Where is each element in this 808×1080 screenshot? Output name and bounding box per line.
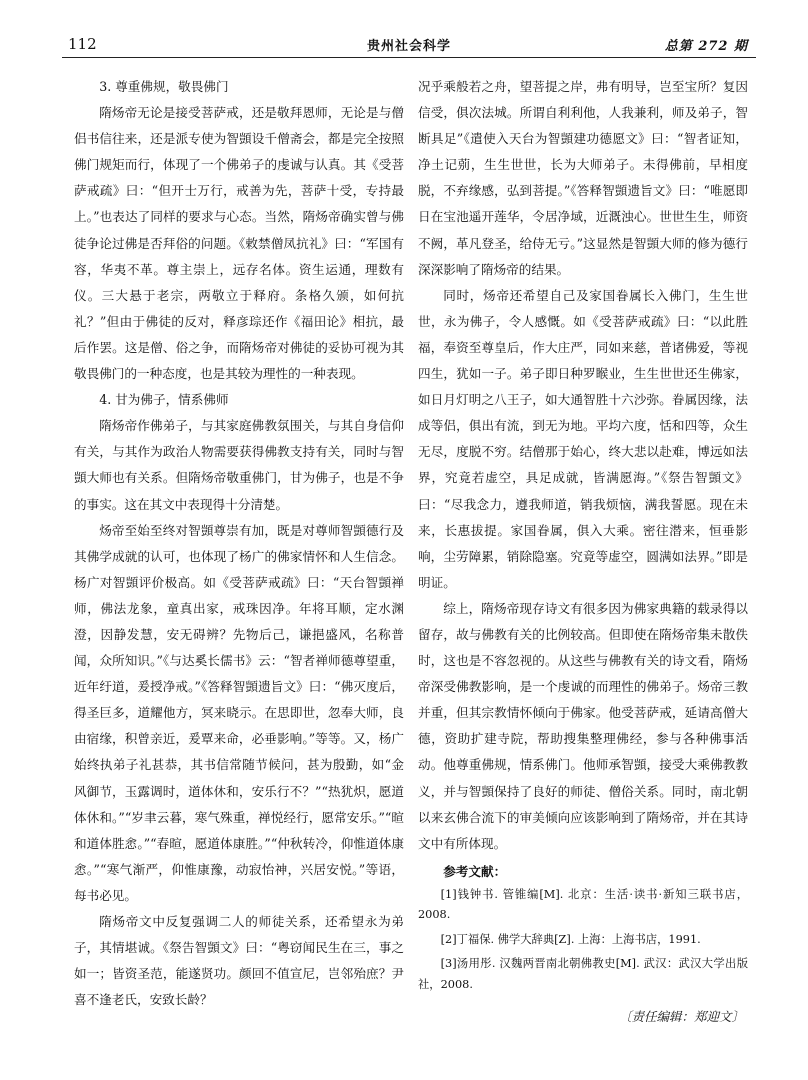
right-column — [418, 74, 748, 1025]
references-list — [418, 885, 748, 996]
page-number: 112 — [68, 35, 97, 53]
issue-number: 总第 272 期 — [664, 39, 748, 54]
section-3-heading: 3. 尊重佛规，敬畏佛门 — [99, 79, 229, 94]
journal-title: 贵州社会科学 — [366, 39, 451, 54]
paragraph: 综上，隋炀帝现存诗文有很多因为佛家典籍的载录得以留存，故与佛教有关的比例较高。但即使在隋炀帝集未散佚时，这也是不容忽视的。从这些与佛教有关的诗文看，隋炀帝深受佛教影响，是一个虔诚的而理性的佛弟子。炀帝三教并重，但其宗教情怀倾向于佛家。他受菩萨戒，延请高僧大德，资助扩建寺院，帮助搜集整理佛经，参与各种佛事活动。他尊重佛规，情系佛门。他师承智顗，接受大乘佛教教义，并与智顗保持了良好的师徒、僧俗关系。同时，南北朝以来玄佛合流下的审美倾向应该影响到了隋炀帝，并在其诗文中有所体现。 — [418, 600, 748, 851]
page-header — [62, 31, 756, 58]
responsible-editor — [418, 1007, 748, 1025]
paragraph-continued: 况乎乘般若之舟，望菩提之岸，弗有明导，岂至宝所？复因信受，俱次法城。所谓自利利他，人我兼利，师及弟子，智断具足”《遣使入天台为智顗建功德愿文》曰：“智者证知，净土记莂，生生世世，长为大师弟子。未得佛前，早相度脱，不弃缘感，弘到菩提。”《答释智顗遗旨文》曰：“唯愿即日在宝池遥开莲华，令居净域，近溉浊心。世世生生，师资不阙，革凡登圣，给侍无亏。”这显然是智顗大师的修为德行深深影响了隋炀帝的结果。 — [418, 79, 748, 277]
left-column — [74, 74, 404, 1013]
reference-item: [3]汤用彤. 汉魏两晋南北朝佛教史[M]. 武汉：武汉大学出版社，2008. — [418, 957, 748, 991]
reference-item: [2]丁福保. 佛学大辞典[Z]. 上海：上海书店，1991. — [440, 932, 701, 946]
references-heading: 参考文献： — [443, 863, 507, 879]
paragraph: 隋炀帝文中反复强调二人的师徒关系，还希望永为弟子，其情堪诚。《祭告智顗文》曰：“粤窃闻民生在三，事之如一；皆资圣范，能遂贤功。颜回不值宣尼，岂邻殆庶？尹喜不逢老氏，安致长龄？ — [74, 914, 404, 1008]
reference-item: [1]钱钟书. 管锥编[M]. 北京：生活·读书·新知三联书店，2008. — [418, 887, 748, 922]
paragraph: 隋炀帝作佛弟子，与其家庭佛教氛围关，与其自身信仰有关，与其作为政治人物需要获得佛教支持有关，同时与智顗大师也有关系。但隋炀帝敬重佛门，甘为佛子，也是不争的事实。这在其文中表现得十分清楚。 — [74, 418, 404, 512]
section-4-heading: 4. 甘为佛子，情系佛师 — [99, 392, 229, 408]
paragraph: 同时，炀帝还希望自己及家国眷属长入佛门，生生世世，永为佛子，令人感慨。如《受菩萨戒疏》曰：“以此胜福，奉资至尊皇后，作大庄严，同如来慈，普诸佛爱，等视四生，犹如一子。弟子即日种罗睺业，生生世世还生佛家，如日月灯明之八王子，如大通智胜十六沙弥。眷属因缘，法成等侣，俱出有流，到无为地。平均六度，恬和四等，众生无尽，度脱不穷。结僧那于始心，终大悲以赴难，博远如法界，究竟若虚空，具足成就，皆满愿海。”《祭告智顗文》曰：“尽我念力，遵我师道，销我烦恼，满我誓愿。现在未来，长惠拔提。家国眷属，俱入大乘。密往潜来，恒垂影响，尘劳障累，销除隐塞。究竟等虚空，圆满如法界。”即是明证。 — [418, 287, 748, 590]
paragraph: 隋炀帝无论是接受菩萨戒，还是敬拜恩师，无论是与僧侣书信往来，还是派专使为智顗设千僧斋会，都是完全按照佛门规矩而行，体现了一个佛弟子的虔诚与认真。其《受菩萨戒疏》曰：“但开士万行，戒善为先，菩萨十受，专持最上。”也表达了同样的要求与心态。当然，隋炀帝确实曾与佛徒争论过佛是否拜俗的问题。《敕禁僧凤抗礼》曰：“军国有容，华夷不革。尊主崇上，远存名体。资生运通，理数有仪。三大悬于老宗，两敬立于释府。条格久颁，如何抗礼？”但由于佛徒的反对，释彦琮还作《福田论》相抗，最后作罢。这是僧、俗之争，而隋炀帝对佛徒的妥协可视为其敬畏佛门的一种态度，也是其较为理性的一种表现。 — [74, 105, 404, 382]
editor-credit: 〔责任编辑：郑迎文〕 — [618, 1009, 744, 1025]
paragraph: 炀帝至始至终对智顗尊崇有加，既是对尊师智顗德行及其佛学成就的认可，也体现了杨广的佛家情怀和人生信念。杨广对智顗评价极高。如《受菩萨戒疏》曰：“天台智顗禅师，佛法龙象，童真出家，戒珠因净。年将耳顺，定水渊澄，因静发慧，安无碍辨？先物后己，谦挹盛风，名称普闻，众所知识。”《与达奚长儒书》云：“智者禅师德尊望重，近年纡道，爰授净戒。”《答释智顗遗旨文》曰：“佛灭度后，得圣巨多，道耀他方，冥来晓示。在思即世，忽奉大师，良由宿缘，积曾亲近，爰覃来命，必垂影响。”等等。又，杨广始终执弟子礼甚恭，其书信常随节候问，甚为殷勤，如“金风御节，玉露调时，道体休和，安乐行不？”“热犹炽，愿道体休和。”“岁聿云暮，寒气殊重，禅悦经行，愿常安乐。”“暄和道体胜悆。”“春暄，愿道体康胜。”“仲秋转冷，仰惟道体康悆。”“寒气渐严，仰惟康豫，动寂怡神，兴居安悦。”等语，每书必见。 — [74, 522, 404, 903]
